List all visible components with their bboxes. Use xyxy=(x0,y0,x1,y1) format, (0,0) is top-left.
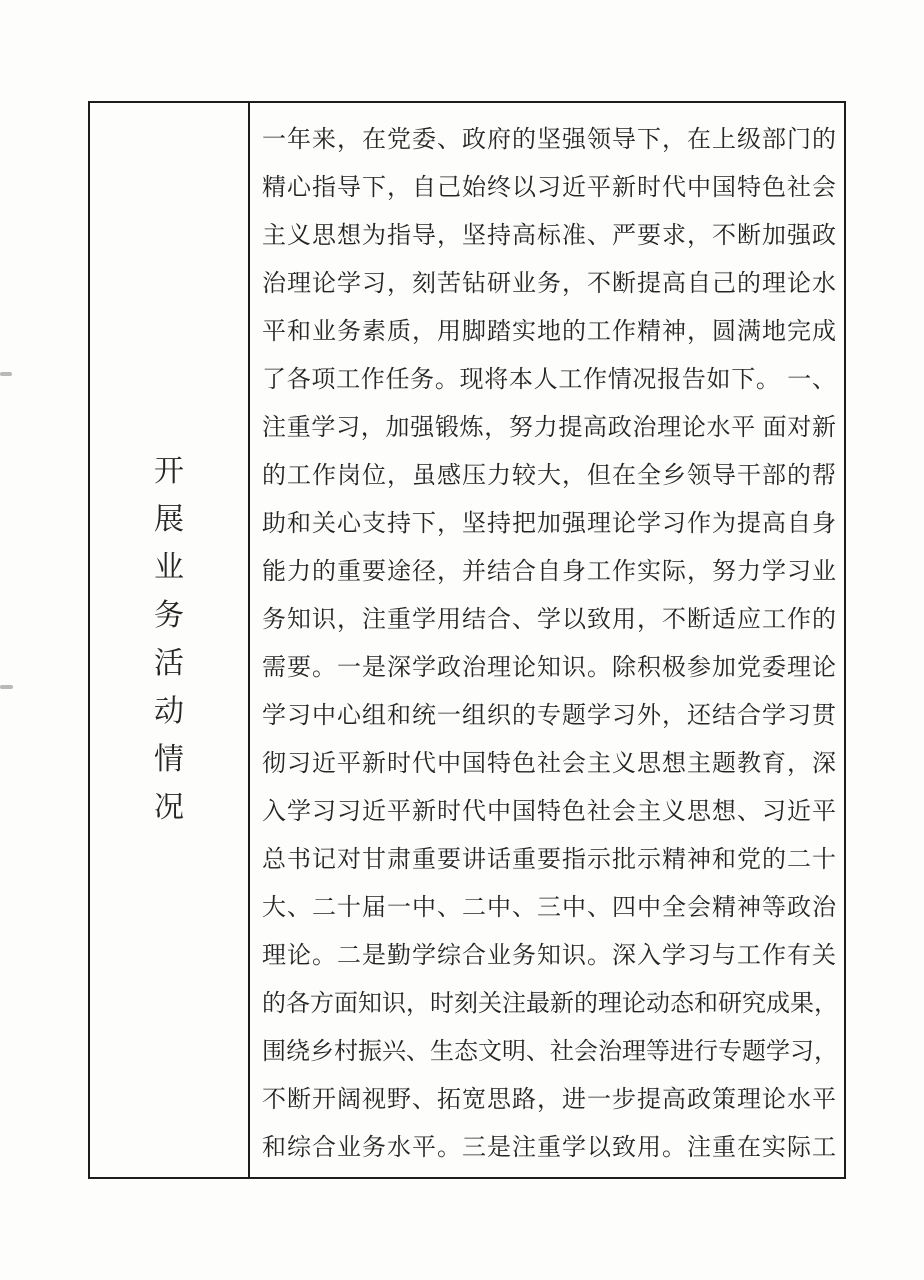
text-line: 学习中心组和统一组织的专题学习外，还结合学习贯 xyxy=(262,703,836,729)
text-line: 入学习习近平新时代中国特色社会主义思想、习近平 xyxy=(262,799,836,825)
report-table xyxy=(88,101,846,1179)
text-line: 不断开阔视野、拓宽思路，进一步提高政策理论水平 xyxy=(262,1087,836,1113)
text-line: 和综合业务水平。三是注重学以致用。注重在实际工 xyxy=(262,1135,836,1161)
text-line: 需要。一是深学政治理论知识。除积极参加党委理论 xyxy=(262,655,836,681)
vertical-label-char: 开 xyxy=(154,455,184,488)
vertical-label-char: 况 xyxy=(154,791,184,824)
vertical-label-char: 活 xyxy=(154,647,184,680)
vertical-label-char: 情 xyxy=(154,743,184,776)
text-line: 一年来，在党委、政府的坚强领导下，在上级部门的 xyxy=(262,127,836,153)
text-line: 围绕乡村振兴、生态文明、社会治理等进行专题学习， xyxy=(262,1039,838,1065)
text-line: 注重学习，加强锻炼，努力提高政治理论水平 面对新 xyxy=(262,415,836,441)
row-header-cell xyxy=(90,103,250,1177)
text-line: 精心指导下，自己始终以习近平新时代中国特色社会 xyxy=(262,175,836,201)
text-line: 的工作岗位，虽感压力较大，但在全乡领导干部的帮 xyxy=(262,463,836,489)
text-line: 理论。二是勤学综合业务知识。深入学习与工作有关 xyxy=(262,943,836,969)
vertical-label-char: 展 xyxy=(154,503,184,536)
text-line: 主义思想为指导，坚持高标准、严要求，不断加强政 xyxy=(262,223,836,249)
scan-artifact-dash-top xyxy=(0,372,12,376)
content-cell xyxy=(250,103,844,1177)
vertical-label-char: 务 xyxy=(154,599,184,632)
vertical-label-char: 业 xyxy=(154,551,184,584)
text-line: 总书记对甘肃重要讲话重要指示批示精神和党的二十 xyxy=(262,847,836,873)
text-line: 平和业务素质，用脚踏实地的工作精神，圆满地完成 xyxy=(262,319,836,345)
text-line: 务知识，注重学用结合、学以致用，不断适应工作的 xyxy=(262,607,836,633)
text-line: 能力的重要途径，并结合自身工作实际，努力学习业 xyxy=(262,559,836,585)
text-line: 大、二十届一中、二中、三中、四中全会精神等政治 xyxy=(262,895,836,921)
text-line: 治理论学习，刻苦钻研业务，不断提高自己的理论水 xyxy=(262,271,836,297)
text-line: 的各方面知识，时刻关注最新的理论动态和研究成果， xyxy=(262,991,838,1017)
text-line: 彻习近平新时代中国特色社会主义思想主题教育，深 xyxy=(262,751,836,777)
scan-artifact-dash-bottom xyxy=(0,685,13,689)
text-line: 助和关心支持下，坚持把加强理论学习作为提高自身 xyxy=(262,511,836,537)
vertical-label-char: 动 xyxy=(154,695,184,728)
text-line: 了各项工作任务。现将本人工作情况报告如下。 一、 xyxy=(262,367,836,393)
